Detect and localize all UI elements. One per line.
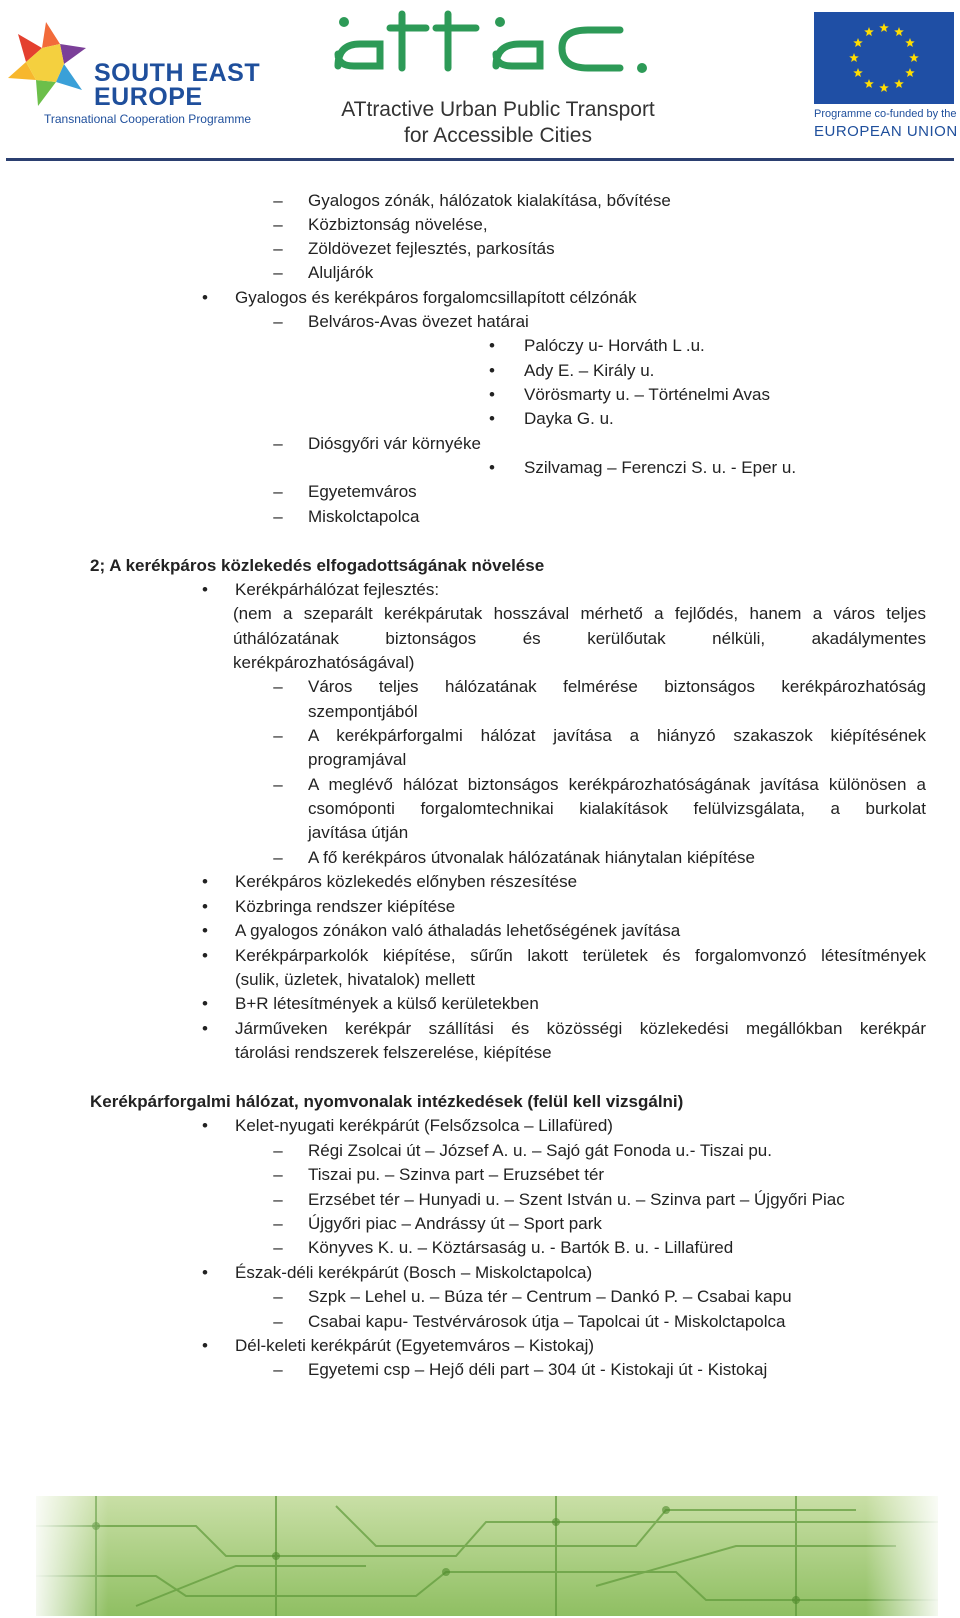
- list-item: – Újgyőri piac – Andrássy út – Sport park: [0, 1211, 960, 1237]
- bullet-marker: •: [202, 1116, 208, 1135]
- dash-marker: –: [273, 482, 283, 501]
- bullet-marker: •: [202, 946, 208, 965]
- list-item: • Járműveken kerékpár szállítási és közösségi közlekedési megállókban kerékpár: [0, 1016, 960, 1042]
- list-item: • Dayka G. u.: [0, 406, 960, 432]
- circuit-map-banner-icon: [36, 1496, 938, 1616]
- attac-wordmark-icon: [330, 4, 666, 88]
- eu-star-icon: [864, 27, 874, 36]
- list-item: • Szilvamag – Ferenczi S. u. - Eper u.: [0, 455, 960, 481]
- paragraph-line: tárolási rendszerek felszerelése, kiépítése: [235, 1043, 552, 1062]
- eu-star-icon: [909, 53, 919, 62]
- list-item: • Kerékpáros közlekedés előnyben részesítése: [0, 869, 960, 895]
- list-item: – Város teljes hálózatának felmérése biztonságos kerékpározhatóság: [0, 674, 960, 700]
- list-item: • A gyalogos zónákon való áthaladás lehetőségének javítása: [0, 918, 960, 944]
- list-item: • B+R létesítmények a külső kerületekben: [0, 991, 960, 1017]
- eu-star-icon: [849, 53, 859, 62]
- eu-star-icon: [879, 23, 889, 32]
- list-item: • Kerékpárhálózat fejlesztés:: [0, 577, 960, 603]
- list-item: – Belváros-Avas övezet határai: [0, 309, 960, 335]
- list-item: • Dél-keleti kerékpárút (Egyetemváros – Kistokaj): [0, 1333, 960, 1359]
- dash-marker: –: [273, 1141, 283, 1160]
- list-item: – Szpk – Lehel u. – Búza tér – Centrum – Dankó P. – Csabai kapu: [0, 1284, 960, 1310]
- list-item: – Közbiztonság növelése,: [0, 212, 960, 238]
- list-item: – Diósgyőri vár környéke: [0, 431, 960, 457]
- see-title-line1: SOUTH EAST: [94, 59, 261, 87]
- list-item: • Vörösmarty u. – Történelmi Avas: [0, 382, 960, 408]
- paragraph-line: javítása útján: [308, 823, 409, 842]
- dash-marker: –: [273, 239, 283, 258]
- eu-star-icon: [905, 68, 915, 77]
- section-heading: 2; A kerékpáros közlekedés elfogadottságának növelése: [90, 556, 545, 575]
- dash-marker: –: [273, 677, 283, 696]
- paragraph-line: programjával: [308, 750, 407, 769]
- footer-banner-image: [36, 1496, 938, 1616]
- eu-logo: [814, 12, 960, 152]
- dash-marker: –: [273, 215, 283, 234]
- dash-marker: –: [273, 775, 283, 794]
- dash-marker: –: [273, 1360, 283, 1379]
- list-item: – Aluljárók: [0, 260, 960, 286]
- bullet-marker: •: [202, 580, 208, 599]
- paragraph-line: (sulik, üzletek, hivatalok) mellett: [235, 970, 475, 989]
- bullet-marker: •: [202, 1019, 208, 1038]
- bullet-marker: •: [489, 458, 495, 477]
- see-subtitle: Transnational Cooperation Programme: [44, 112, 251, 126]
- list-item: • Ady E. – Király u.: [0, 358, 960, 384]
- list-item: – A fő kerékpáros útvonalak hálózatának hiánytalan kiépítése: [0, 845, 960, 871]
- list-item: – Könyves K. u. – Köztársaság u. - Bartók B. u. - Lillafüred: [0, 1235, 960, 1261]
- eu-cofunded-text: Programme co-funded by the: [814, 108, 957, 120]
- eu-union-text: EUROPEAN UNION: [814, 123, 958, 140]
- dash-marker: –: [273, 848, 283, 867]
- see-title-line2: EUROPE: [94, 83, 203, 111]
- list-item: – A meglévő hálózat biztonságos kerékpározhatóságának javítása különösen a: [0, 772, 960, 798]
- list-item: • Észak-déli kerékpárút (Bosch – Miskolctapolca): [0, 1260, 960, 1286]
- paragraph-line: úthálózatának biztonságos és kerülőutak nélküli, akadálymentes: [233, 629, 926, 648]
- dash-marker: –: [273, 1312, 283, 1331]
- paragraph-line: csomóponti forgalomtechnikai kialakítások felülvizsgálata, a burkolat: [308, 799, 926, 818]
- dash-marker: –: [273, 1287, 283, 1306]
- bullet-marker: •: [489, 385, 495, 404]
- attac-logo: [318, 4, 678, 154]
- section-heading: Kerékpárforgalmi hálózat, nyomvonalak intézkedések (felül kell vizsgálni): [90, 1092, 684, 1111]
- bullet-marker: •: [489, 336, 495, 355]
- bullet-marker: •: [202, 994, 208, 1013]
- south-east-europe-logo: [2, 18, 264, 128]
- list-item: – Tiszai pu. – Szinva part – Eruzsébet tér: [0, 1162, 960, 1188]
- eu-star-icon: [879, 83, 889, 92]
- list-item: – Régi Zsolcai út – József A. u. – Sajó gát Fonoda u.- Tiszai pu.: [0, 1138, 960, 1164]
- dash-marker: –: [273, 1190, 283, 1209]
- bullet-marker: •: [202, 897, 208, 916]
- eu-star-icon: [853, 38, 863, 47]
- bullet-marker: •: [202, 872, 208, 891]
- list-item: – Gyalogos zónák, hálózatok kialakítása, bővítése: [0, 188, 960, 214]
- dash-marker: –: [273, 1165, 283, 1184]
- list-item: • Közbringa rendszer kiépítése: [0, 894, 960, 920]
- attac-tagline-1: ATtractive Urban Public Transport: [341, 98, 655, 121]
- dash-marker: –: [273, 1238, 283, 1257]
- eu-star-icon: [864, 79, 874, 88]
- dash-marker: –: [273, 507, 283, 526]
- see-star-icon: [2, 18, 94, 114]
- eu-star-icon: [905, 38, 915, 47]
- list-item: – Egyetemi csp – Hejő déli part – 304 út - Kistokaji út - Kistokaj: [0, 1357, 960, 1383]
- list-item: – A kerékpárforgalmi hálózat javítása a hiányzó szakaszok kiépítésének: [0, 723, 960, 749]
- bullet-marker: •: [202, 288, 208, 307]
- list-item: – Egyetemváros: [0, 479, 960, 505]
- list-item: – Erzsébet tér – Hunyadi u. – Szent István u. – Szinva part – Újgyőri Piac: [0, 1187, 960, 1213]
- bullet-marker: •: [202, 921, 208, 940]
- eu-star-icon: [894, 27, 904, 36]
- bullet-marker: •: [489, 361, 495, 380]
- list-item: • Gyalogos és kerékpáros forgalomcsillapított célzónák: [0, 285, 960, 311]
- eu-flag-icon: [814, 12, 954, 104]
- list-item: – Csabai kapu- Testvérvárosok útja – Tapolcai út - Miskolctapolca: [0, 1309, 960, 1335]
- list-item: • Kerékpárparkolók kiépítése, sűrűn lakott területek és forgalomvonzó létesítmények: [0, 943, 960, 969]
- list-item: • Kelet-nyugati kerékpárút (Felsőzsolca – Lillafüred): [0, 1113, 960, 1139]
- list-item: – Miskolctapolca: [0, 504, 960, 530]
- eu-star-icon: [894, 79, 904, 88]
- bullet-marker: •: [489, 409, 495, 428]
- dash-marker: –: [273, 191, 283, 210]
- paragraph-line: szempontjából: [308, 702, 418, 721]
- dash-marker: –: [273, 1214, 283, 1233]
- bullet-marker: •: [202, 1263, 208, 1282]
- dash-marker: –: [273, 263, 283, 282]
- paragraph-line: kerékpározhatóságával): [233, 653, 415, 672]
- dash-marker: –: [273, 726, 283, 745]
- eu-star-icon: [853, 68, 863, 77]
- page-header: [0, 0, 960, 168]
- attac-tagline-2: for Accessible Cities: [404, 124, 592, 147]
- dash-marker: –: [273, 312, 283, 331]
- bullet-marker: •: [202, 1336, 208, 1355]
- paragraph-line: (nem a szeparált kerékpárutak hosszával mérhető a fejlődés, hanem a város teljes: [233, 604, 926, 623]
- list-item: – Zöldövezet fejlesztés, parkosítás: [0, 236, 960, 262]
- header-divider: [6, 158, 954, 161]
- list-item: • Palóczy u- Horváth L .u.: [0, 333, 960, 359]
- dash-marker: –: [273, 434, 283, 453]
